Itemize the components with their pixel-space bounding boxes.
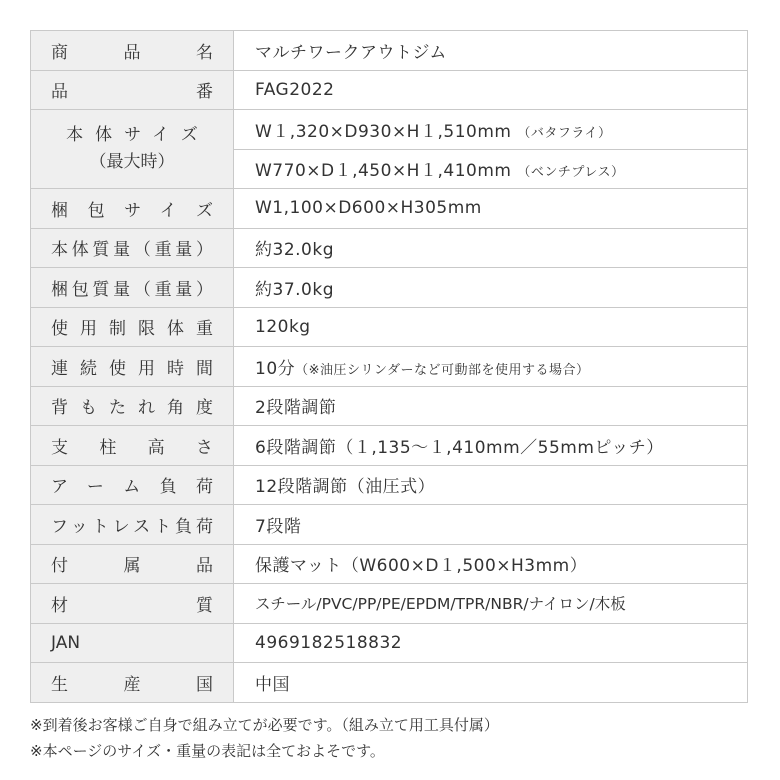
value-body-size-butterfly-note: （バタフライ） bbox=[517, 125, 612, 141]
label-backrest-angle: 背もたれ角度 bbox=[31, 386, 234, 426]
label-weight-limit: 使用制限体重 bbox=[31, 307, 234, 347]
table-row-package-size bbox=[31, 189, 748, 229]
table-row-package-weight bbox=[31, 268, 748, 308]
value-body-size-butterfly-dims: W１,320×D930×H１,510mm bbox=[255, 121, 512, 142]
value-package-size: W1,100×D600×H305mm bbox=[234, 189, 748, 229]
label-model-number: 品番 bbox=[31, 70, 234, 110]
value-arm-load: 12段階調節（油圧式） bbox=[234, 465, 748, 505]
label-body-size-line1: 本体サイズ bbox=[66, 124, 210, 145]
value-product-name: マルチワークアウトジム bbox=[234, 31, 748, 71]
value-continuous-use-note: （※油圧シリンダーなど可動部を使用する場合） bbox=[295, 362, 590, 378]
value-body-size-bench-note: （ベンチプレス） bbox=[517, 165, 625, 181]
table-row-jan bbox=[31, 623, 748, 663]
value-origin: 中国 bbox=[234, 663, 748, 703]
notes bbox=[30, 712, 750, 764]
table-row-accessories bbox=[31, 544, 748, 584]
value-continuous-use-time: 10分 bbox=[255, 358, 296, 379]
label-material: 材質 bbox=[31, 584, 234, 624]
table-row-weight-limit bbox=[31, 307, 748, 347]
label-column-height: 支柱高さ bbox=[31, 426, 234, 466]
label-jan: JAN bbox=[31, 623, 234, 663]
label-footrest-load: フットレスト負荷 bbox=[31, 505, 234, 545]
label-origin: 生産国 bbox=[31, 663, 234, 703]
value-body-size-butterfly bbox=[234, 110, 748, 150]
table-row-model-number bbox=[31, 70, 748, 110]
note-approximate: ※本ページのサイズ・重量の表記は全ておよそです。 bbox=[30, 742, 385, 760]
value-accessories: 保護マット（W600×D１,500×H3mm） bbox=[234, 544, 748, 584]
label-product-name: 商品名 bbox=[31, 31, 234, 71]
spec-table bbox=[30, 30, 748, 703]
table-row-continuous-use bbox=[31, 347, 748, 387]
value-jan: 4969182518832 bbox=[234, 623, 748, 663]
value-package-weight: 約37.0kg bbox=[234, 268, 748, 308]
label-body-size bbox=[31, 110, 234, 189]
note-assembly: ※到着後お客様ご自身で組み立てが必要です。（組み立て用工具付属） bbox=[30, 716, 499, 734]
value-backrest-angle: 2段階調節 bbox=[234, 386, 748, 426]
label-package-weight: 梱包質量（重量） bbox=[31, 268, 234, 308]
value-continuous-use bbox=[234, 347, 748, 387]
value-footrest-load: 7段階 bbox=[234, 505, 748, 545]
table-row-backrest-angle bbox=[31, 386, 748, 426]
table-row-product-name bbox=[31, 31, 748, 71]
label-arm-load: アーム負荷 bbox=[31, 465, 234, 505]
label-body-size-line2: （最大時） bbox=[89, 152, 175, 172]
label-body-weight: 本体質量（重量） bbox=[31, 228, 234, 268]
label-accessories: 付属品 bbox=[31, 544, 234, 584]
table-row-origin bbox=[31, 663, 748, 703]
value-body-size-bench bbox=[234, 149, 748, 189]
table-row-arm-load bbox=[31, 465, 748, 505]
label-package-size: 梱包サイズ bbox=[31, 189, 234, 229]
table-row-material bbox=[31, 584, 748, 624]
value-column-height: 6段階調節（１,135〜１,410mm／55mmピッチ） bbox=[234, 426, 748, 466]
value-model-number: FAG2022 bbox=[234, 70, 748, 110]
table-row-footrest-load bbox=[31, 505, 748, 545]
value-body-size-bench-dims: W770×D１,450×H１,410mm bbox=[255, 161, 512, 182]
table-row-body-weight bbox=[31, 228, 748, 268]
value-material: スチール/PVC/PP/PE/EPDM/TPR/NBR/ナイロン/木板 bbox=[234, 584, 748, 624]
label-continuous-use: 連続使用時間 bbox=[31, 347, 234, 387]
value-weight-limit: 120kg bbox=[234, 307, 748, 347]
table-row-column-height bbox=[31, 426, 748, 466]
value-body-weight: 約32.0kg bbox=[234, 228, 748, 268]
table-row-body-size-butterfly bbox=[31, 110, 748, 150]
